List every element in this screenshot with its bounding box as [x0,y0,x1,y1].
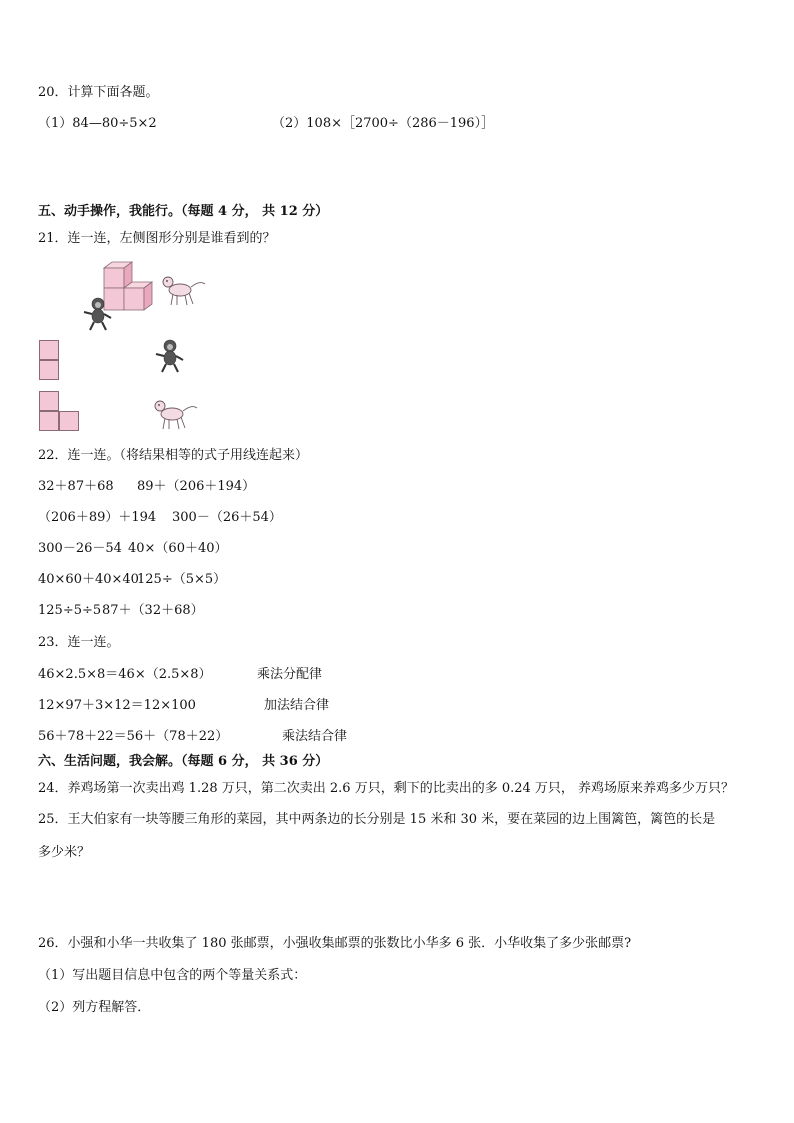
q26-part2: （2）列方程解答． [38,1000,151,1015]
q26-part1: （1）写出题目信息中包含的两个等量关系式： [38,968,307,983]
section5-heading: 五、动手操作，我能行。（每题 4 分， 共 12 分） [38,204,329,219]
monkey-icon [152,338,186,374]
q22-title: 22．连一连。（将结果相等的式子用线连起来） [38,448,309,463]
q22-right-4: 125÷（5×5） [137,572,227,587]
monkey-icon [80,296,114,332]
q23-left-1: 46×2.5×8＝46×（2.5×8） [38,667,212,682]
q20-title: 20．计算下面各题。 [38,85,159,100]
q22-right-2: 300－（26＋54） [172,510,282,525]
shape-two-stacked-squares [39,340,61,382]
q23-title: 23．连一连。 [38,635,120,650]
section6-heading: 六、生活问题，我会解。（每题 6 分， 共 36 分） [38,754,329,769]
q22-right-3: 40×（60＋40） [128,541,228,556]
dog-icon [152,396,200,432]
q23-left-2: 12×97＋3×12＝12×100 [38,698,196,713]
q22-left-2: （206＋89）＋194 [38,510,157,525]
shape-l-three-squares [39,391,83,433]
q22-left-1: 32＋87＋68 [38,479,114,494]
q26-text: 26．小强和小华一共收集了 180 张邮票，小强收集邮票的张数比小华多 6 张．小华收集了多少张邮票? [38,936,632,951]
dog-icon [160,272,208,308]
q25-line2: 多少米？ [38,845,91,860]
q22-right-5: 87＋（32＋68） [102,603,204,618]
q22-right-1: 89＋（206＋194） [137,479,256,494]
q23-right-3: 乘法结合律 [282,729,348,744]
q21-title: 21．连一连，左侧图形分别是谁看到的？ [38,231,276,246]
q23-right-2: 加法结合律 [264,698,330,713]
q22-left-3: 300－26－54 [38,541,122,556]
q25-line1: 25．王大伯家有一块等腰三角形的菜园，其中两条边的长分别是 15 米和 30 米，要在菜园的边上围篱笆，篱笆的长是 [38,812,716,827]
q20-part1: （1）84—80÷5×2 [38,116,157,131]
q23-left-3: 56＋78＋22＝56＋（78＋22） [38,729,229,744]
q24-text: 24．养鸡场第一次卖出鸡 1.28 万只，第二次卖出 2.6 万只，剩下的比卖出的多 0.24 万只， 养鸡场原来养鸡多少万只？ [38,781,735,796]
q22-left-4: 40×60＋40×40 [38,572,139,587]
q22-left-5: 125÷5÷5 [38,603,102,618]
q20-part2: （2）108×［2700÷（286－196）］ [272,116,495,131]
q23-right-1: 乘法分配律 [257,667,323,682]
